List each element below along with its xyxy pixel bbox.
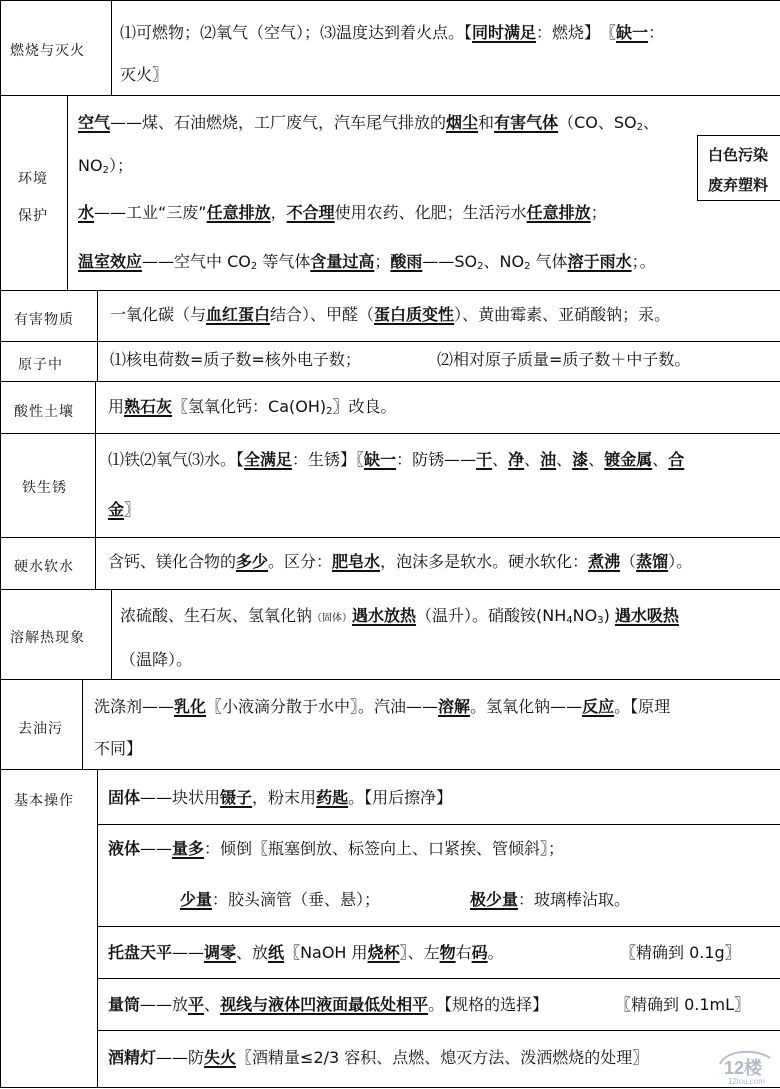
- svg-text:12lou.com: 12lou.com: [728, 1077, 765, 1086]
- rust-line-2: 金〗: [108, 500, 141, 519]
- environment-water-line: 水——工业“三废”任意排放，不合理使用农药、化肥；生活污水任意排放；: [78, 203, 607, 222]
- row-divider: [0, 589, 780, 590]
- basic-ops-solid: 固体——块状用镊子，粉末用药匙。【用后擦净】: [108, 788, 453, 807]
- row-divider: [0, 341, 780, 342]
- callout-line-2: 废弃塑料: [708, 176, 769, 194]
- basic-ops-cylinder: 量筒——放平、视线与液体凹液面最低处相平。【规格的选择】: [108, 995, 549, 1014]
- environment-air-line-2: $NO_2$）；: [78, 156, 133, 176]
- row-divider: [0, 381, 780, 382]
- column-divider: [67, 95, 68, 290]
- row-label-degrease: 去油污: [18, 721, 63, 737]
- hard-water-line: 含钙、镁化合物的多少。区分：肥皂水，泡沫多是软水。硬水软化：煮沸（蒸馏）。: [108, 552, 693, 571]
- dissolve-line-1: 浓硫酸、生石灰、氢氧化钠（固体）遇水放热（温升）。硝酸铵$(NH_4NO_3)$ 遇水吸热: [120, 606, 679, 626]
- harmful-line: 一氧化碳（与血红蛋白结合）、甲醛（蛋白质变性）、黄曲霉素、亚硝酸钠；汞。: [110, 305, 671, 324]
- row-divider: [0, 537, 780, 538]
- row-divider: [0, 769, 780, 770]
- acid-soil-line: 用熟石灰〖氢氧化钙：$Ca(OH)_2$〗改良。: [108, 397, 397, 417]
- row-label-environment-2: 保护: [18, 208, 48, 224]
- column-divider: [111, 589, 112, 679]
- white-pollution-callout: [697, 135, 780, 201]
- table-border-top: [0, 0, 780, 1]
- basic-ops-liquid-2: 少量：胶头滴管（垂、悬）；: [180, 890, 381, 909]
- row-divider: [0, 679, 780, 680]
- row-divider: [0, 433, 780, 434]
- basic-ops-liquid-3: 极少量：玻璃棒沾取。: [470, 890, 631, 909]
- svg-text:12楼: 12楼: [724, 1058, 763, 1078]
- row-label-acid-soil: 酸性土壤: [14, 404, 74, 420]
- watermark-logo: [716, 1046, 776, 1086]
- row-label-basic-ops: 基本操作: [14, 793, 74, 809]
- sub-row-divider: [98, 978, 780, 979]
- row-label-rust: 铁生锈: [22, 480, 67, 496]
- environment-greenhouse-line: 温室效应——空气中 $CO_2$ 等气体含量过高；酸雨$——SO_2$、$NO_2$ 气体溶于雨水；。: [78, 252, 656, 272]
- dissolve-line-2: （温降）。: [120, 650, 193, 669]
- row-label-harmful: 有害物质: [14, 312, 74, 328]
- column-divider: [97, 769, 98, 1088]
- combustion-line-1: ⑴可燃物；⑵氧气（空气）；⑶温度达到着火点。【同时满足：燃烧】 〖缺一：: [120, 23, 665, 42]
- combustion-line-2: 灭火〗: [120, 65, 169, 84]
- basic-ops-liquid-1: 液体——量多：倾倒〖瓶塞倒放、标签向上、口紧挨、管倾斜〗；: [108, 839, 565, 858]
- atom-part-1: ⑴核电荷数=质子数=核外电子数；: [110, 350, 361, 369]
- sub-row-divider: [98, 926, 780, 927]
- column-divider: [95, 381, 96, 589]
- environment-air-line: 空气——煤、石油燃烧，工厂废气，汽车尾气排放的烟尘和有害气体（CO、$SO_2$、: [78, 113, 659, 133]
- rust-line-1: ⑴铁⑵氧气⑶水。【全满足：生锈】〖缺一：防锈——干、净、油、漆、镀金属、合: [108, 450, 685, 469]
- column-divider: [82, 679, 83, 769]
- column-divider: [111, 0, 112, 95]
- row-label-hard-water: 硬水软水: [14, 559, 74, 575]
- cylinder-precision-note: 〖精确到 0.1mL〗: [615, 995, 751, 1014]
- row-label-environment-1: 环境: [18, 171, 48, 187]
- table-border-bottom: [0, 1087, 780, 1088]
- basic-ops-balance: 托盘天平——调零、放纸〖NaOH 用烧杯〗、左物右码。: [108, 943, 504, 962]
- row-label-dissolve: 溶解热现象: [10, 630, 85, 646]
- degrease-line-2: 不同】: [94, 739, 143, 758]
- basic-ops-lamp: 酒精灯——防失火〖酒精量≤2/3 容积、点燃、熄灭方法、泼洒燃烧的处理〗: [108, 1048, 649, 1067]
- row-label-atom: 原子中: [18, 357, 63, 373]
- table-border-left: [0, 0, 1, 1088]
- row-divider: [0, 290, 780, 291]
- row-label-combustion: 燃烧与灭火: [10, 43, 85, 59]
- degrease-line-1: 洗涤剂——乳化〖小液滴分散于水中〗。汽油——溶解。氢氧化钠——反应。【原理: [94, 697, 671, 716]
- callout-line-1: 白色污染: [708, 146, 769, 164]
- balance-precision-note: 〖精确到 0.1g〗: [620, 943, 741, 962]
- sub-row-divider: [98, 824, 780, 825]
- row-divider: [0, 95, 780, 96]
- sub-row-divider: [98, 1030, 780, 1031]
- column-divider: [97, 290, 98, 381]
- atom-part-2: ⑵相对原子质量=质子数＋中子数。: [437, 350, 691, 369]
